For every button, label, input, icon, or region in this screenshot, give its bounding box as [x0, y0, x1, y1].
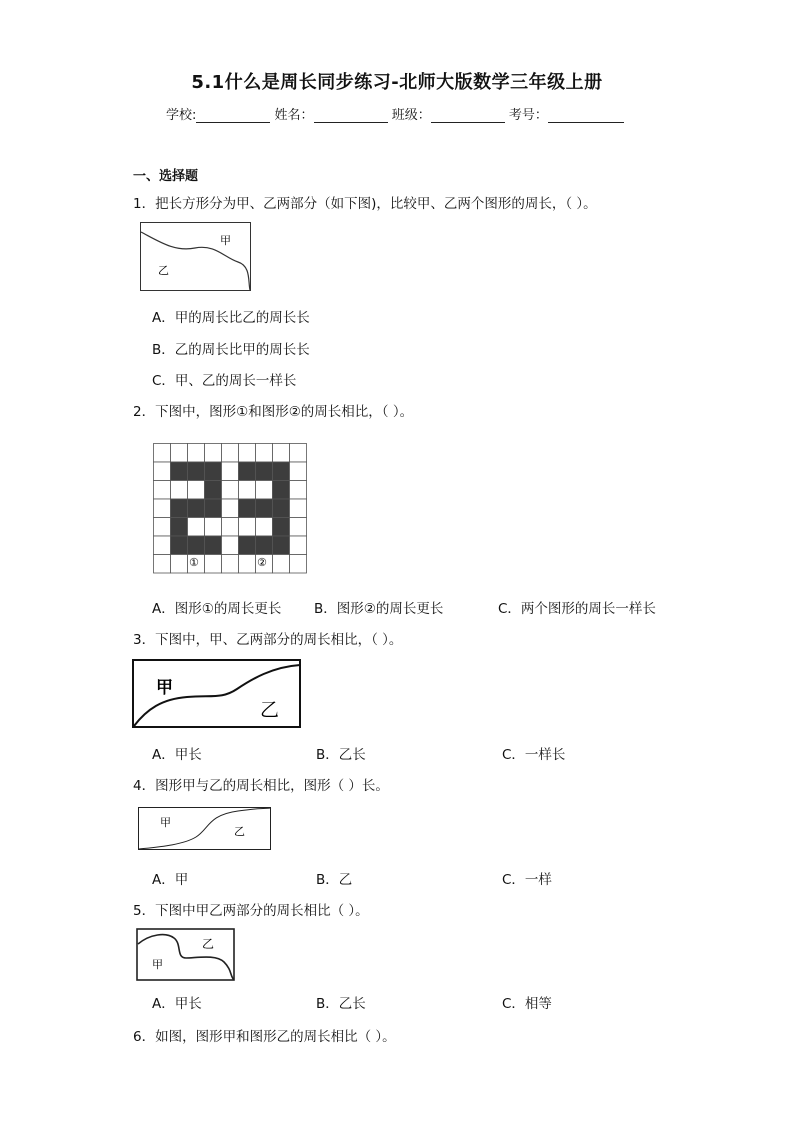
grid-cell-shaded	[171, 462, 188, 481]
q1-option-c[interactable]: C．甲、乙的周长一样长	[152, 373, 297, 389]
class-field[interactable]	[431, 108, 505, 123]
grid-cell	[188, 481, 205, 500]
q3-option-a[interactable]: A．甲长	[152, 747, 202, 763]
q5-label-jia: 甲	[152, 958, 163, 971]
grid-cell-shaded	[256, 499, 273, 518]
question-1: 1．把长方形分为甲、乙两部分（如下图)，比较甲、乙两个图形的周长，（ ）。	[133, 196, 597, 212]
q3-figure	[132, 659, 302, 729]
grid-cell	[222, 462, 239, 481]
q4-option-a[interactable]: A．甲	[152, 872, 189, 888]
q3-option-b[interactable]: B．乙长	[316, 747, 366, 763]
q5-option-c[interactable]: C．相等	[502, 996, 552, 1012]
school-label: 学校:	[166, 108, 197, 123]
q3-label-jia: 甲	[156, 678, 173, 698]
grid-cell	[222, 444, 239, 463]
q2-option-b[interactable]: B．图形②的周长更长	[314, 601, 444, 617]
number-label: 考号：	[508, 108, 548, 123]
grid-cell	[256, 518, 273, 537]
q3-label-yi: 乙	[260, 699, 280, 721]
grid-cell	[171, 444, 188, 463]
q4-label-jia: 甲	[160, 816, 171, 829]
grid-cell	[171, 555, 188, 574]
grid-cell-shaded	[205, 462, 222, 481]
grid-cell	[222, 481, 239, 500]
grid-cell	[154, 444, 171, 463]
grid-cell-shaded	[188, 499, 205, 518]
grid-cell-shaded	[188, 536, 205, 555]
q2-grid-figure	[153, 443, 306, 574]
grid-cell	[222, 518, 239, 537]
school-field[interactable]	[196, 108, 270, 123]
q1-label-yi: 乙	[158, 264, 169, 277]
grid-cell-shaded	[188, 462, 205, 481]
grid-cell	[205, 518, 222, 537]
grid-cell-shaded	[205, 481, 222, 500]
question-2: 2．下图中，图形①和图形②的周长相比，（ ）。	[133, 404, 414, 420]
student-info-line	[166, 104, 624, 123]
q1-option-a[interactable]: A．甲的周长比乙的周长长	[152, 310, 310, 326]
grid-cell	[205, 555, 222, 574]
grid-cell	[256, 481, 273, 500]
grid-cell	[273, 555, 290, 574]
q5-figure	[136, 928, 236, 982]
grid-cell	[154, 462, 171, 481]
q1-option-b[interactable]: B．乙的周长比甲的周长长	[152, 342, 310, 358]
question-3: 3．下图中，甲、乙两部分的周长相比，（ ）。	[133, 632, 403, 648]
grid-cell	[154, 555, 171, 574]
grid-cell	[273, 444, 290, 463]
q5-label-yi: 乙	[202, 937, 215, 951]
grid-cell	[188, 444, 205, 463]
q1-label-jia: 甲	[220, 234, 231, 247]
grid-cell-shaded	[239, 499, 256, 518]
grid-cell	[222, 499, 239, 518]
grid-cell	[239, 481, 256, 500]
grid-cell	[290, 555, 307, 574]
q5-option-a[interactable]: A．甲长	[152, 996, 202, 1012]
q4-label-yi: 乙	[234, 825, 245, 838]
grid-cell-shaded	[239, 536, 256, 555]
grid-cell	[239, 444, 256, 463]
grid-cell-shaded	[205, 536, 222, 555]
grid-cell-shaded	[273, 518, 290, 537]
grid-cell	[154, 481, 171, 500]
grid-cell-shaded	[256, 462, 273, 481]
grid-cell	[154, 518, 171, 537]
grid-cell	[290, 499, 307, 518]
grid-cell	[239, 518, 256, 537]
grid-cell	[154, 536, 171, 555]
q1-figure	[140, 222, 252, 292]
section-title: 一、选择题	[133, 169, 199, 184]
grid-cell	[188, 518, 205, 537]
q2-label-1: ①	[189, 556, 199, 569]
q4-option-b[interactable]: B．乙	[316, 872, 353, 888]
grid-cell-shaded	[171, 518, 188, 537]
grid-cell-shaded	[239, 462, 256, 481]
grid-cell-shaded	[171, 536, 188, 555]
question-4: 4．图形甲与乙的周长相比，图形（ ）长。	[133, 778, 389, 794]
q2-option-c[interactable]: C．两个图形的周长一样长	[498, 601, 656, 617]
grid-cell-shaded	[205, 499, 222, 518]
class-label: 班级：	[391, 108, 431, 123]
grid-cell	[290, 462, 307, 481]
grid-cell-shaded	[273, 536, 290, 555]
q5-option-b[interactable]: B．乙长	[316, 996, 366, 1012]
grid-cell	[290, 518, 307, 537]
name-field[interactable]	[314, 108, 388, 123]
grid-cell-shaded	[273, 462, 290, 481]
number-field[interactable]	[548, 108, 624, 123]
grid-cell-shaded	[273, 481, 290, 500]
q4-option-c[interactable]: C．一样	[502, 872, 552, 888]
q2-option-a[interactable]: A．图形①的周长更长	[152, 601, 282, 617]
q2-label-2: ②	[257, 556, 267, 569]
grid-cell	[290, 444, 307, 463]
grid-cell	[256, 444, 273, 463]
grid-cell	[222, 555, 239, 574]
grid-cell	[154, 499, 171, 518]
q4-figure	[138, 807, 272, 851]
name-label: 姓名：	[274, 108, 314, 123]
q3-option-c[interactable]: C．一样长	[502, 747, 566, 763]
grid-cell	[222, 536, 239, 555]
question-6: 6．如图，图形甲和图形乙的周长相比（ ）。	[133, 1029, 396, 1045]
grid-cell-shaded	[256, 536, 273, 555]
grid-cell	[290, 481, 307, 500]
question-5: 5．下图中甲乙两部分的周长相比（ ）。	[133, 903, 369, 919]
grid-cell	[171, 481, 188, 500]
page-title: 5.1什么是周长同步练习-北师大版数学三年级上册	[191, 72, 603, 93]
grid-cell	[205, 444, 222, 463]
grid-cell-shaded	[273, 499, 290, 518]
grid-cell-shaded	[171, 499, 188, 518]
grid-cell	[290, 536, 307, 555]
grid-cell	[239, 555, 256, 574]
